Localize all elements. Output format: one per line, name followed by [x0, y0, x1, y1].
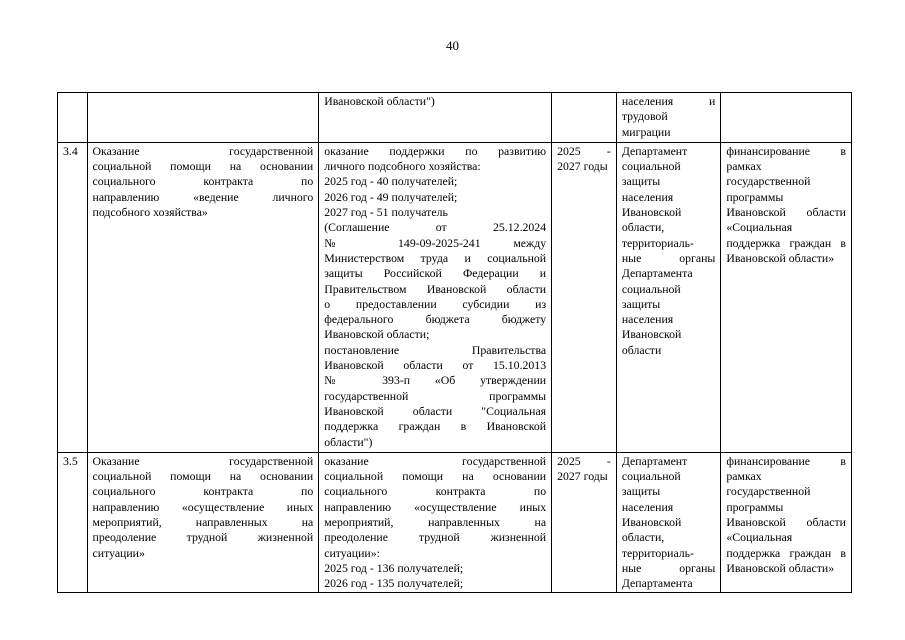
text-line: населения — [621, 189, 674, 204]
text-line: социальной — [621, 159, 681, 174]
text-line: области") — [324, 434, 373, 449]
text-line: ситуации» — [92, 545, 145, 560]
cell-num: 3.4 — [58, 142, 88, 452]
text-line: о предоставлении субсидии из — [324, 296, 547, 311]
text-line: направлению «осуществление иных — [324, 499, 547, 514]
text-line: рамках — [726, 469, 762, 484]
text-line: Ивановской — [621, 327, 682, 342]
text-line: населения — [621, 312, 674, 327]
text-line: Департамента — [621, 266, 693, 281]
cell-period — [552, 93, 617, 143]
text-line: «Социальная — [726, 220, 793, 235]
text-line: социального контракта по — [92, 484, 314, 499]
text-line: защиты — [621, 174, 661, 189]
text-line: Ивановской области "Социальная — [324, 403, 547, 418]
cell-financing — [721, 452, 852, 592]
text-line: Ивановской области") — [324, 94, 435, 108]
text-line: поддержка граждан в — [726, 545, 846, 560]
text-line: Оказание государственной — [92, 453, 314, 468]
text-line: защиты Российской Федерации и — [324, 266, 547, 281]
text-line: Департамент — [621, 453, 688, 468]
text-line: социального контракта по — [92, 174, 314, 189]
text-line: финансирование в — [726, 143, 846, 158]
text-line: № 149-09-2025-241 между — [324, 235, 547, 250]
text-line: миграции — [621, 124, 671, 139]
text-line: оказание поддержки по развитию — [324, 143, 547, 158]
cell-financing — [721, 142, 852, 452]
text-line: мероприятий, направленных на — [92, 515, 314, 530]
cell-num: 3.5 — [58, 452, 88, 592]
text-line: 2025 год - 40 получателей; — [324, 174, 458, 189]
cell-num — [58, 93, 88, 143]
text-line: ные органы — [621, 560, 716, 575]
text-line: программы — [726, 189, 784, 204]
text-line: (Соглашение от 25.12.2024 — [324, 220, 547, 235]
text-line: населения — [621, 499, 674, 514]
measures-table — [57, 92, 852, 593]
text-line: Ивановской области от 15.10.2013 — [324, 358, 547, 373]
text-line: государственной программы — [324, 388, 547, 403]
cell-description — [319, 93, 552, 143]
text-line: Оказание государственной — [92, 143, 314, 158]
cell-title — [87, 142, 319, 452]
text-line: программы — [726, 499, 784, 514]
text-line: № 393-п «Об утверждении — [324, 373, 547, 388]
text-line: ные органы — [621, 250, 716, 265]
cell-description — [319, 142, 552, 452]
text-line: оказание государственной — [324, 453, 547, 468]
text-line: поддержка граждан в Ивановской — [324, 419, 547, 434]
cell-executor — [616, 93, 721, 143]
text-line: Ивановской области; — [324, 327, 430, 342]
text-line: 2025 - — [557, 453, 611, 468]
text-line: социальной помощи на основании — [324, 469, 547, 484]
cell-description — [319, 452, 552, 592]
text-line: Департамент — [621, 143, 688, 158]
text-line: 2026 год - 49 получателей; — [324, 189, 458, 204]
text-line: области — [621, 342, 662, 357]
text-line: территориаль- — [621, 545, 694, 560]
text-line: населения и — [621, 94, 716, 108]
cell-title — [87, 452, 319, 592]
text-line: федерального бюджета бюджету — [324, 312, 547, 327]
cell-period — [552, 142, 617, 452]
text-line: 2027 годы — [557, 469, 608, 484]
text-line: области, — [621, 220, 665, 235]
cell-financing — [721, 93, 852, 143]
text-line: подсобного хозяйства» — [92, 205, 208, 220]
text-line: «Социальная — [726, 530, 793, 545]
text-line: Ивановской — [621, 515, 682, 530]
table-row-continuation — [58, 93, 852, 143]
text-line: социального контракта по — [324, 484, 547, 499]
text-line: Правительством Ивановской области — [324, 281, 547, 296]
cell-executor — [616, 452, 721, 592]
text-line: социальной помощи на основании — [92, 469, 314, 484]
text-line: 2027 годы — [557, 159, 608, 174]
text-line: защиты — [621, 484, 661, 499]
text-line: социальной помощи на основании — [92, 159, 314, 174]
text-line: 2025 год - 136 получателей; — [324, 560, 464, 575]
text-line: направлению «ведение личного — [92, 189, 314, 204]
text-line: социальной — [621, 281, 681, 296]
text-line: поддержка граждан в — [726, 235, 846, 250]
table-row-3-4 — [58, 142, 852, 452]
text-line: Министерством труда и социальной — [324, 250, 547, 265]
text-line: личного подсобного хозяйства: — [324, 159, 481, 174]
text-line: ситуации»: — [324, 545, 380, 560]
text-line: государственной — [726, 484, 811, 499]
text-line: финансирование в — [726, 453, 846, 468]
text-line: постановление Правительства — [324, 342, 547, 357]
cell-title — [87, 93, 319, 143]
text-line: мероприятий, направленных на — [324, 515, 547, 530]
text-line: Ивановской области — [726, 205, 846, 220]
text-line: 2025 - — [557, 143, 611, 158]
text-line: направлению «осуществление иных — [92, 499, 314, 514]
page-number: 40 — [446, 38, 459, 53]
text-line: 2026 год - 135 получателей; — [324, 576, 464, 591]
table-row-3-5 — [58, 452, 852, 592]
cell-executor — [616, 142, 721, 452]
text-line: Департамента — [621, 576, 693, 591]
text-line: территориаль- — [621, 235, 694, 250]
text-line: преодоление трудной жизненной — [324, 530, 547, 545]
text-line: социальной — [621, 469, 681, 484]
text-line: рамках — [726, 159, 762, 174]
text-line: Ивановской области» — [726, 560, 835, 575]
text-line: защиты — [621, 296, 661, 311]
cell-period — [552, 452, 617, 592]
text-line: Ивановской области» — [726, 250, 835, 265]
text-line: 2027 год - 51 получатель — [324, 205, 448, 220]
text-line: Ивановской — [621, 205, 682, 220]
text-line: области, — [621, 530, 665, 545]
text-line: преодоление трудной жизненной — [92, 530, 314, 545]
text-line: государственной — [726, 174, 811, 189]
text-line: Ивановской области — [726, 515, 846, 530]
text-line: трудовой — [621, 109, 668, 124]
